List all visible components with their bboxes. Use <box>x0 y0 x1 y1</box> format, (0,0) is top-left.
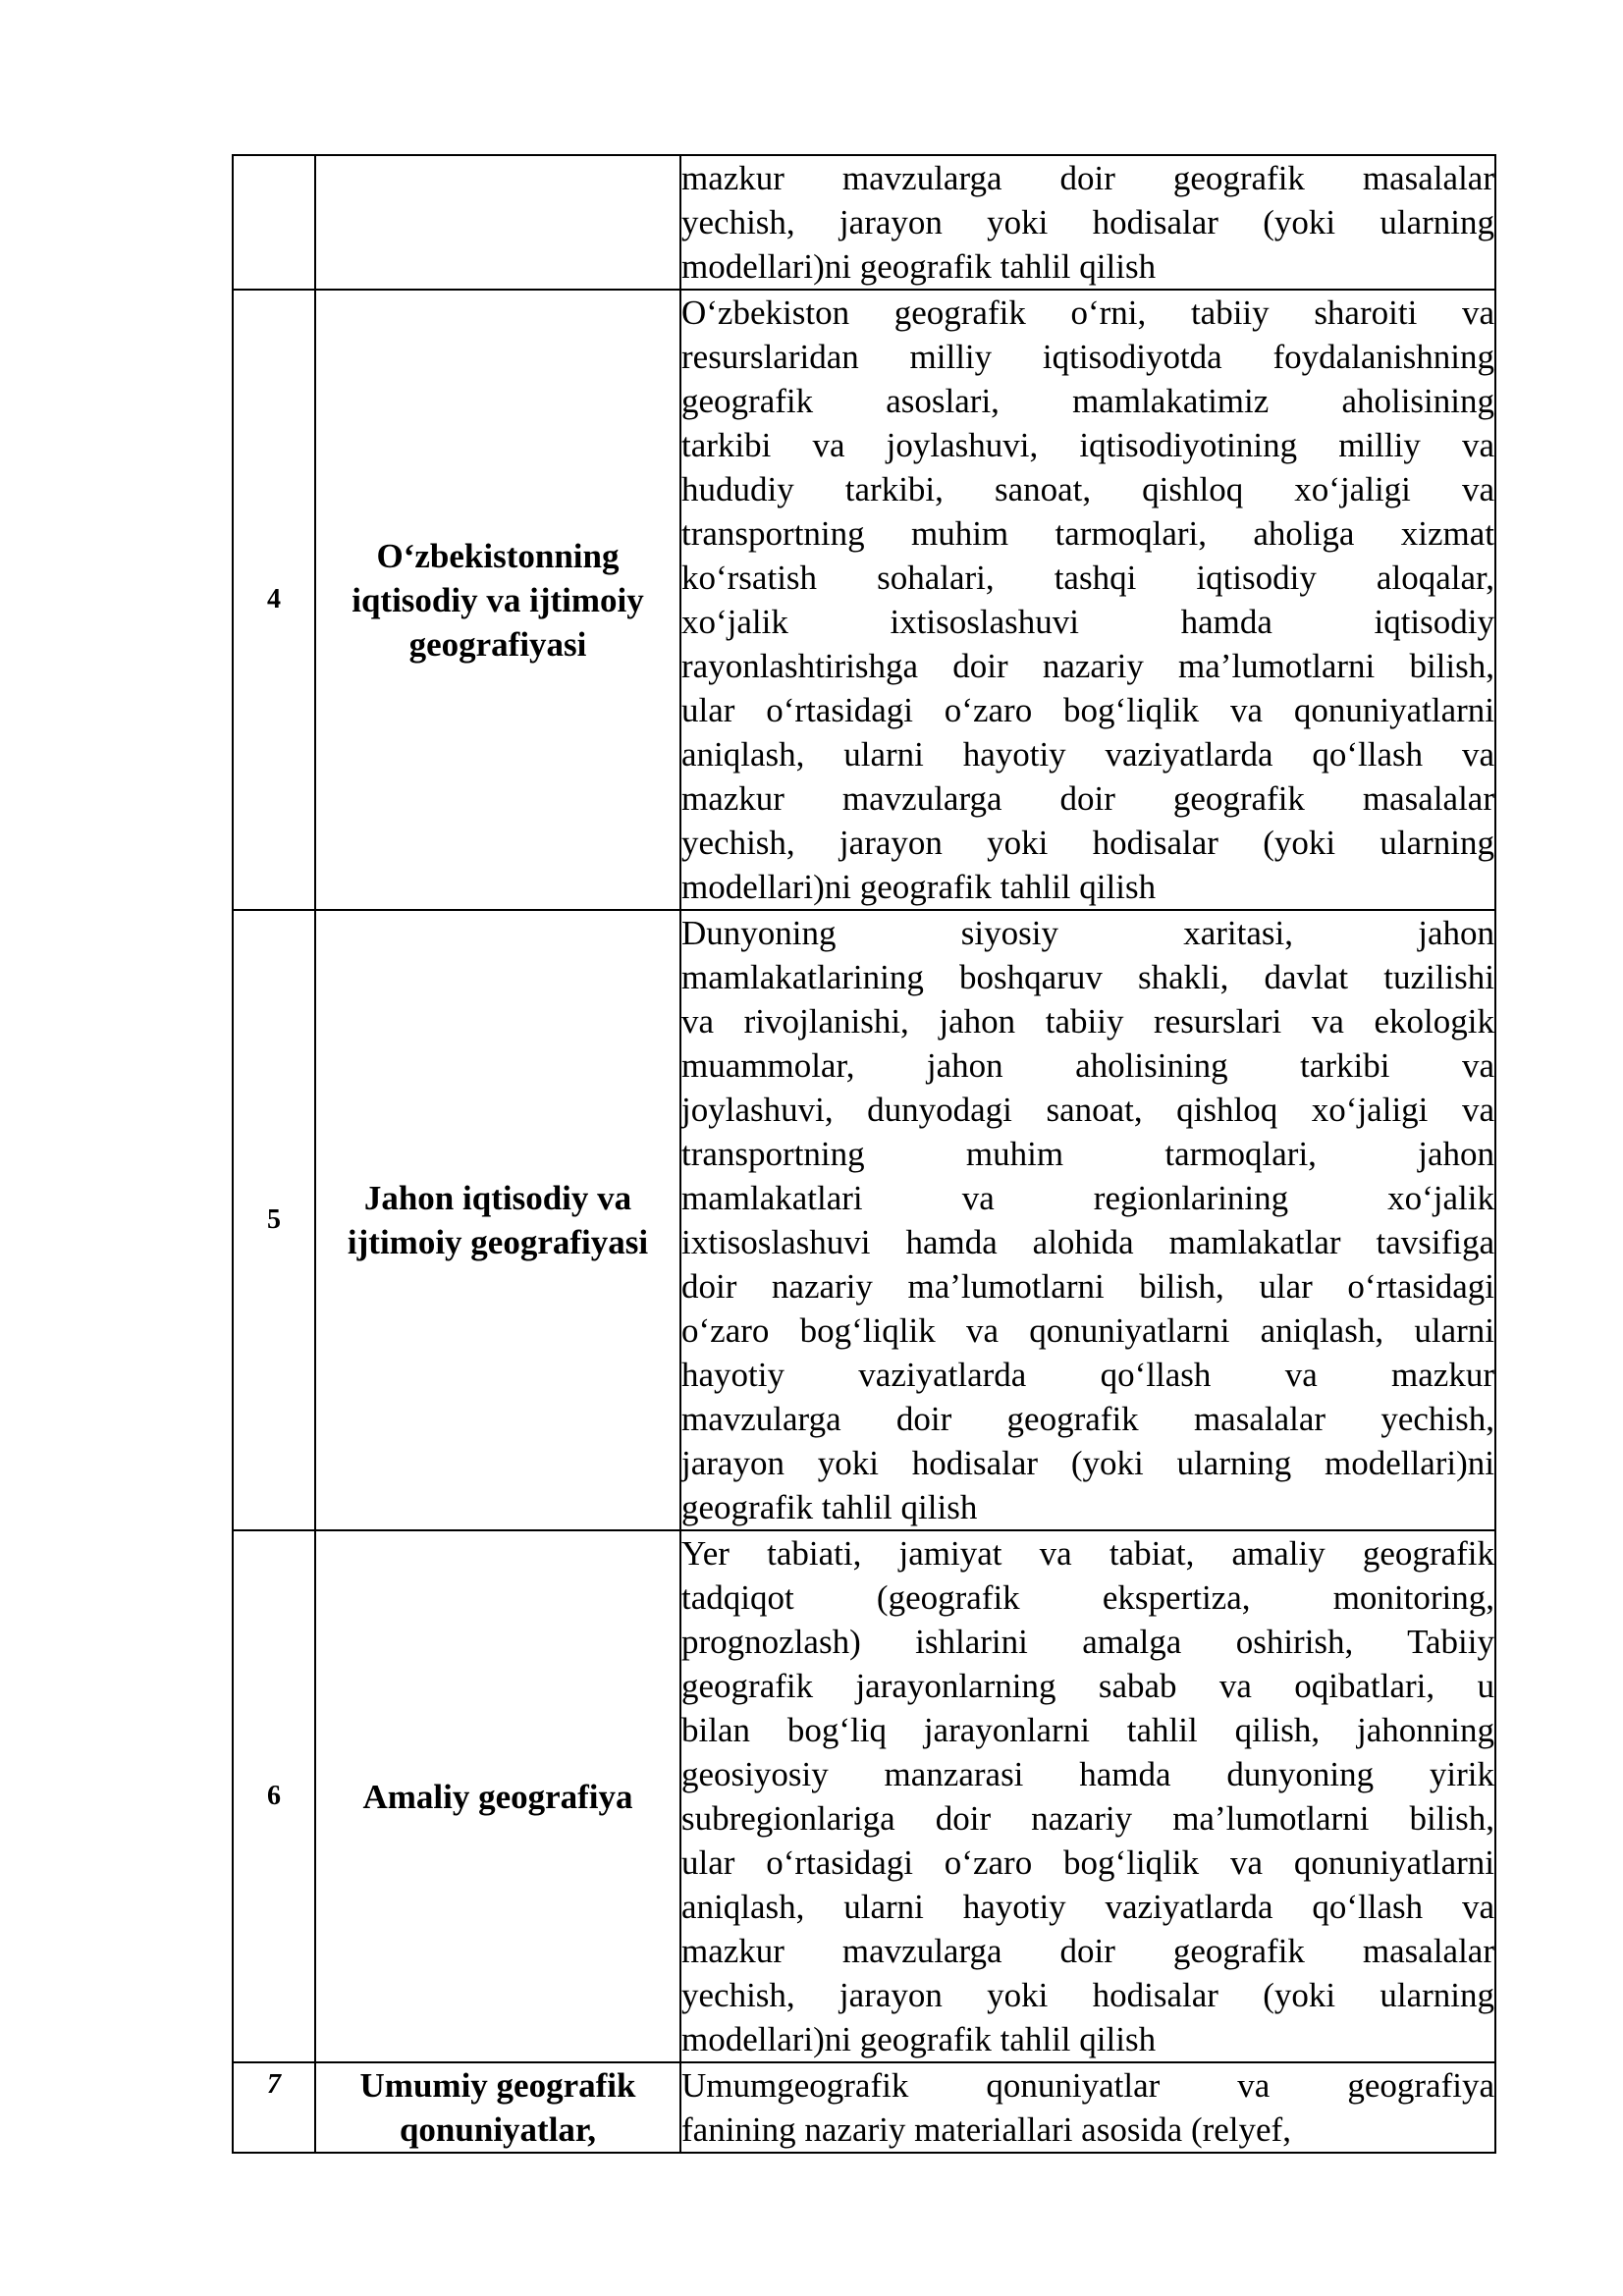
description-line: geografik jarayonlarning sabab va oqibatlari, u <box>681 1667 1494 1705</box>
description-line: tadqiqot (geografik ekspertiza, monitoring, <box>681 1578 1494 1617</box>
description-line: mamlakatlarining boshqaruv shakli, davlat tuzilishi <box>681 958 1494 996</box>
table-row <box>233 910 1495 1530</box>
description-line: mazkur mavzularga doir geografik masalalar <box>681 159 1494 197</box>
row-description <box>680 155 1495 290</box>
description-line: ko‘rsatish sohalari, tashqi iqtisodiy aloqalar, <box>681 559 1494 597</box>
row-topic: Umumiy geografik qonuniyatlar, <box>315 2062 680 2153</box>
description-line: fanining nazariy materiallari asosida (relyef, <box>681 2110 1291 2149</box>
description-line: aniqlash, ularni hayotiy vaziyatlarda qo‘llash va <box>681 1888 1494 1926</box>
description-line: Yer tabiati, jamiyat va tabiat, amaliy geografik <box>681 1534 1494 1573</box>
description-line: doir nazariy ma’lumotlarni bilish, ular o‘rtasidagi <box>681 1267 1494 1306</box>
description-line: modellari)ni geografik tahlil qilish <box>681 2020 1157 2058</box>
description-line: joylashuvi, dunyodagi sanoat, qishloq xo‘jaligi va <box>681 1091 1494 1129</box>
description-line: O‘zbekiston geografik o‘rni, tabiiy sharoiti va <box>681 294 1494 332</box>
row-topic: Amaliy geografiya <box>315 1530 680 2062</box>
description-line: transportning muhim tarmoqlari, aholiga xizmat <box>681 514 1494 553</box>
description-line: bilan bog‘liq jarayonlarni tahlil qilish, jahonning <box>681 1711 1494 1749</box>
description-line: tarkibi va joylashuvi, iqtisodiyotining milliy va <box>681 426 1494 464</box>
description-line: ular o‘rtasidagi o‘zaro bog‘liqlik va qonuniyatlarni <box>681 691 1494 729</box>
description-line: geosiyosiy manzarasi hamda dunyoning yirik <box>681 1755 1494 1793</box>
table-row <box>233 155 1495 290</box>
description-line: va rivojlanishi, jahon tabiiy resurslari va ekologik <box>681 1002 1494 1041</box>
description-line: ular o‘rtasidagi o‘zaro bog‘liqlik va qonuniyatlarni <box>681 1843 1494 1882</box>
description-line: mazkur mavzularga doir geografik masalalar <box>681 779 1494 818</box>
description-line: mavzularga doir geografik masalalar yechish, <box>681 1400 1494 1438</box>
description-line: geografik tahlil qilish <box>681 1488 978 1526</box>
description-line: yechish, jarayon yoki hodisalar (yoki ularning <box>681 203 1494 241</box>
description-line: hayotiy vaziyatlarda qo‘llash va mazkur <box>681 1356 1494 1394</box>
description-line: mamlakatlari va regionlarining xo‘jalik <box>681 1179 1494 1217</box>
description-line: rayonlashtirishga doir nazariy ma’lumotlarni bilish, <box>681 647 1494 685</box>
description-line: prognozlash) ishlarini amalga oshirish, Tabiiy <box>681 1623 1494 1661</box>
description-line: yechish, jarayon yoki hodisalar (yoki ularning <box>681 824 1494 862</box>
description-line: o‘zaro bog‘liqlik va qonuniyatlarni aniqlash, ularni <box>681 1311 1494 1350</box>
description-line: modellari)ni geografik tahlil qilish <box>681 247 1157 286</box>
description-line: modellari)ni geografik tahlil qilish <box>681 868 1157 906</box>
description-line: xo‘jalik ixtisoslashuvi hamda iqtisodiy <box>681 603 1494 641</box>
description-line: mazkur mavzularga doir geografik masalalar <box>681 1932 1494 1970</box>
row-topic: Jahon iqtisodiy va ijtimoiy geografiyasi <box>315 910 680 1530</box>
table-body <box>233 155 1495 2153</box>
description-line: yechish, jarayon yoki hodisalar (yoki ularning <box>681 1976 1494 2014</box>
curriculum-table <box>232 154 1496 2154</box>
description-line: aniqlash, ularni hayotiy vaziyatlarda qo‘llash va <box>681 735 1494 774</box>
description-line: resurslaridan milliy iqtisodiyotda foydalanishning <box>681 338 1494 376</box>
row-description <box>680 290 1495 910</box>
row-description <box>680 910 1495 1530</box>
table-row <box>233 290 1495 910</box>
table-row <box>233 2062 1495 2153</box>
row-topic <box>315 155 680 290</box>
description-line: transportning muhim tarmoqlari, jahon <box>681 1135 1494 1173</box>
row-description <box>680 1530 1495 2062</box>
row-number: 7 <box>233 2062 315 2153</box>
description-line: Umumgeografik qonuniyatlar va geografiya <box>681 2066 1494 2105</box>
description-line: ixtisoslashuvi hamda alohida mamlakatlar tavsifiga <box>681 1223 1494 1261</box>
row-number: 5 <box>233 910 315 1530</box>
description-line: hududiy tarkibi, sanoat, qishloq xo‘jaligi va <box>681 470 1494 508</box>
row-number: 6 <box>233 1530 315 2062</box>
description-line: Dunyoning siyosiy xaritasi, jahon <box>681 914 1494 952</box>
row-topic: O‘zbekistonning iqtisodiy va ijtimoiy geografiyasi <box>315 290 680 910</box>
description-line: subregionlariga doir nazariy ma’lumotlarni bilish, <box>681 1799 1494 1838</box>
row-number: 4 <box>233 290 315 910</box>
description-line: jarayon yoki hodisalar (yoki ularning modellari)ni <box>681 1444 1494 1482</box>
row-number <box>233 155 315 290</box>
description-line: geografik asoslari, mamlakatimiz aholisining <box>681 382 1494 420</box>
table-row <box>233 1530 1495 2062</box>
description-line: muammolar, jahon aholisining tarkibi va <box>681 1046 1494 1085</box>
row-description <box>680 2062 1495 2153</box>
